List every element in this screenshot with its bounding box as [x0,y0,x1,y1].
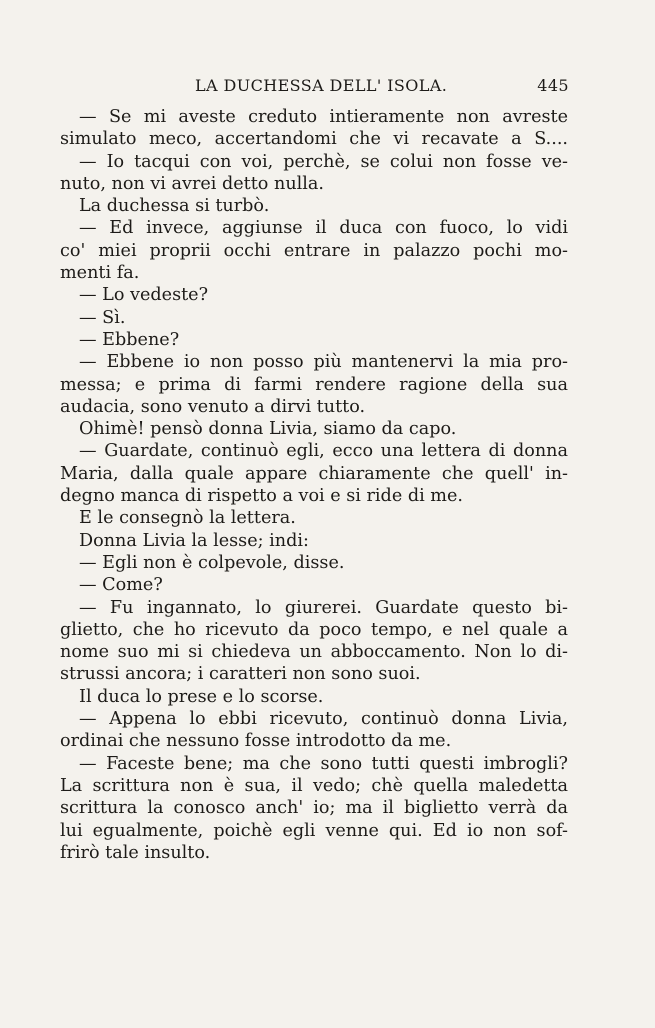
text-line: E le consegnò la lettera. [79,508,296,529]
text-line: Donna Livia la lesse; indi: [79,530,309,551]
text-line: lui egualmente, poichè egli venne qui. Ed io non sof- [60,820,568,841]
text-line: — Come? [79,575,163,596]
text-line: simulato meco, accertandomi che vi recavate a S.... [60,129,568,150]
text-line: scrittura la conosco anch' io; ma il biglietto verrà da [60,798,568,819]
text-line: Ohimè! pensò donna Livia, siamo da capo. [79,419,457,440]
text-line: nuto, non vi avrei detto nulla. [60,173,324,194]
text-line: ordinai che nessuno fosse introdotto da me. [60,731,452,752]
running-header [195,76,569,98]
text-line: degno manca di rispetto a voi e si ride di me. [60,486,463,507]
text-line: La duchessa si turbò. [79,196,270,217]
text-line: Il duca lo prese e lo scorse. [79,686,324,707]
text-line: frirò tale insulto. [60,842,211,863]
text-line: — Io tacqui con voi, perchè, se colui non fosse ve- [79,151,568,172]
text-line: — Lo vedeste? [79,285,209,306]
text-line: — Sì. [79,307,126,328]
text-line: menti fa. [60,263,140,284]
text-line: — Ebbene io non posso più mantenervi la mia pro- [79,352,568,373]
text-line: — Appena lo ebbi ricevuto, continuò donna Livia, [79,709,568,730]
text-line: nome suo mi si chiedeva un abboccamento. Non lo di- [60,642,568,663]
text-line: La scrittura non è sua, il vedo; chè quella maledetta [60,775,568,796]
text-line: glietto, che ho ricevuto da poco tempo, e nel quale a [60,619,568,640]
text-line: — Guardate, continuò egli, ecco una lettera di donna [79,441,568,462]
text-line: Maria, dalla quale appare chiaramente che quell' in- [60,463,568,484]
text-line: audacia, sono venuto a dirvi tutto. [60,396,366,417]
text-line: — Egli non è colpevole, disse. [79,552,345,573]
running-title: LA DUCHESSA DELL' ISOLA. [195,76,448,95]
text-line: — Faceste bene; ma che sono tutti questi imbrogli? [79,753,568,774]
text-line: — Ebbene? [79,329,180,350]
text-line: — Ed invece, aggiunse il duca con fuoco, lo vidi [79,218,568,239]
text-line: co' miei proprii occhi entrare in palazzo pochi mo- [60,240,568,261]
page-number: 445 [537,76,569,95]
text-line: — Fu ingannato, lo giurerei. Guardate questo bi- [79,597,568,618]
body-text [60,106,568,864]
text-line: strussi ancora; i caratteri non sono suoi. [60,664,421,685]
text-line: messa; e prima di farmi rendere ragione della sua [60,374,568,395]
text-line: — Se mi aveste creduto intieramente non avreste [79,107,568,127]
